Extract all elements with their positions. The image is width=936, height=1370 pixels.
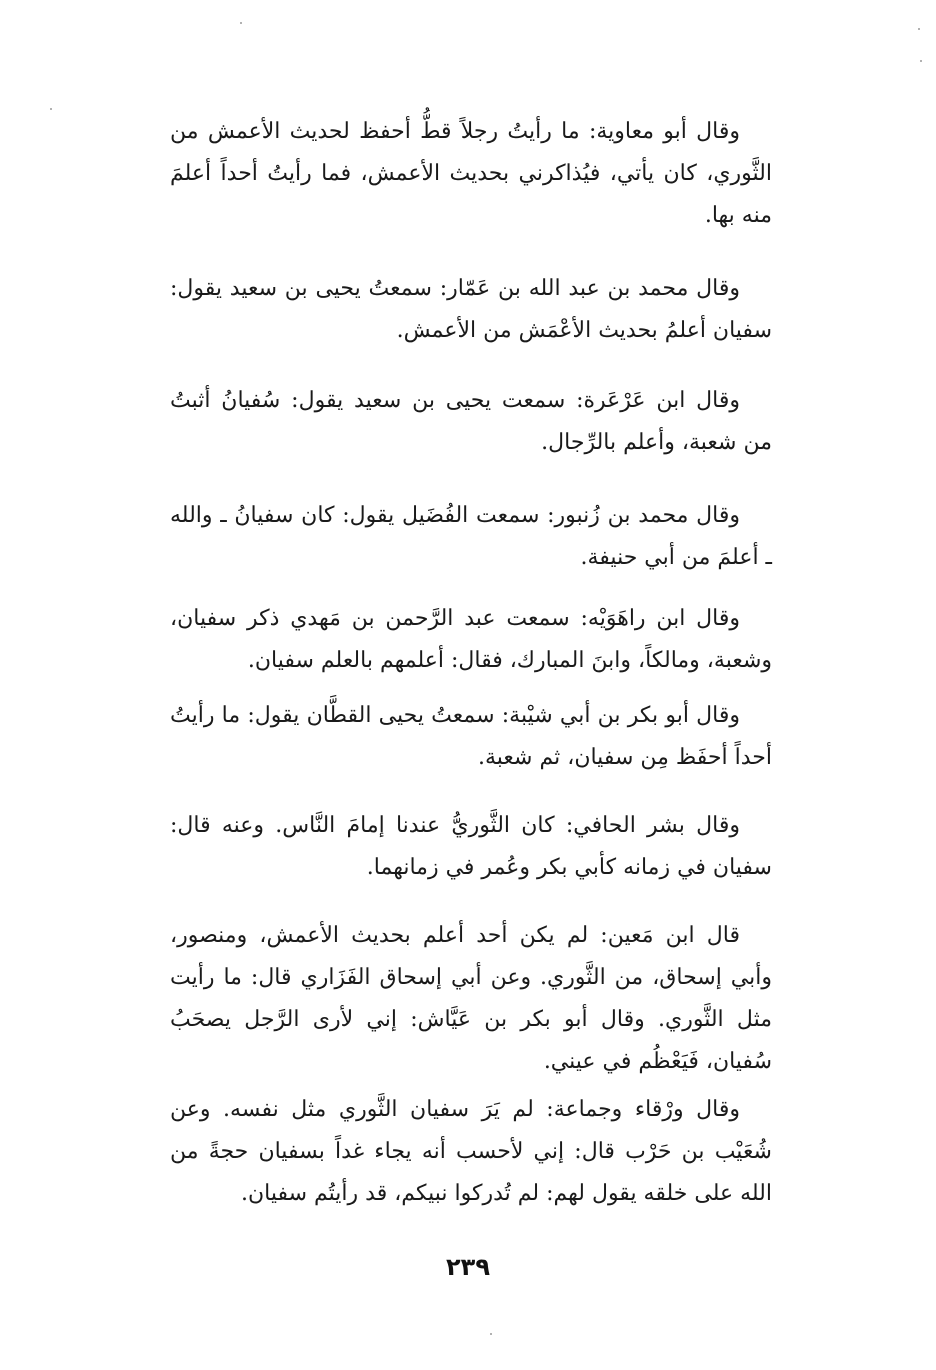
- paragraph-ibn-zunbur: [170, 495, 772, 579]
- paragraph-ibn-main: [170, 915, 772, 1083]
- scan-speck: [240, 22, 242, 24]
- paragraph-text: وقال أبو معاوية: ما رأيتُ رجلاً قطُّ أحفظ لحديث الأعمش من الثَّوري، كان يأتي، فيُذاكرني بحديث الأعمش، فما رأيتُ أحداً أعلمَ منه بها.: [170, 119, 772, 228]
- paragraph-text: قال ابن مَعين: لم يكن أحد أعلم بحديث الأعمش، ومنصور، وأبي إسحاق، من الثَّوري. وعن أبي إسحاق الفَزَاري قال: ما رأيت مثل الثَّوري. وقال أبو بكر بن عَيَّاش: إني لأرى الرَّجل يصحَبُ سُفيان، فَيَعْظُم في عيني.: [170, 923, 772, 1074]
- scan-speck: [490, 1333, 492, 1335]
- paragraph-warqa: [170, 1089, 772, 1215]
- paragraph-text: وقال أبو بكر بن أبي شيْبة: سمعتُ يحيى القطَّان يقول: ما رأيتُ أحداً أحفَظ مِن سفيان، ثم شعبة.: [170, 703, 772, 770]
- page-number: ٢٣٩: [446, 1253, 490, 1281]
- paragraph-text: وقال ورْقاء وجماعة: لم يَرَ سفيان الثَّوري مثل نفسه. وعن شُعَيْب بن حَرْب قال: إني لأحسب أنه يجاء غداً بسفيان حجةً من الله على خلقه يقول لهم: لم تُدركوا نبيكم، قد رأيتُم سفيان.: [170, 1097, 772, 1206]
- paragraph-ibn-arara: [170, 380, 772, 464]
- paragraph-abu-bakr-ibn-abi-shayba: [170, 695, 772, 779]
- scan-speck: [918, 28, 920, 30]
- paragraph-text: وقال محمد بن زُنبور: سمعت الفُضَيل يقول: كان سفيانُ ـ والله ـ أعلمَ من أبي حنيفة.: [170, 503, 772, 570]
- paragraph-text: وقال ابن عَرْعَرة: سمعت يحيى بن سعيد يقول: سُفيانُ أثبتُ من شعبة، وأعلم بالرِّجال.: [170, 388, 772, 455]
- paragraph-ibn-rahawayh: [170, 598, 772, 682]
- paragraph-text: وقال بشر الحافي: كان الثَّوريُّ عندنا إمامَ النَّاس. وعنه قال: سفيان في زمانه كأبي بكر وعُمر في زمانهما.: [170, 813, 772, 880]
- scan-speck: [920, 60, 922, 62]
- scan-speck: [50, 108, 52, 110]
- paragraph-bishr-al-hafi: [170, 805, 772, 889]
- paragraph-abu-muawiya: [170, 111, 772, 237]
- paragraph-muhammad-ibn-ammar: [170, 268, 772, 352]
- paragraph-text: وقال ابن راهَوَيْه: سمعت عبد الرَّحمن بن مَهدي ذكر سفيان، وشعبة، ومالكاً، وابنَ المبارك، فقال: أعلمهم بالعلم سفيان.: [170, 606, 772, 673]
- paragraph-text: وقال محمد بن عبد الله بن عَمّار: سمعتُ يحيى بن سعيد يقول: سفيان أعلمُ بحديث الأعْمَش من الأعمش.: [170, 276, 772, 343]
